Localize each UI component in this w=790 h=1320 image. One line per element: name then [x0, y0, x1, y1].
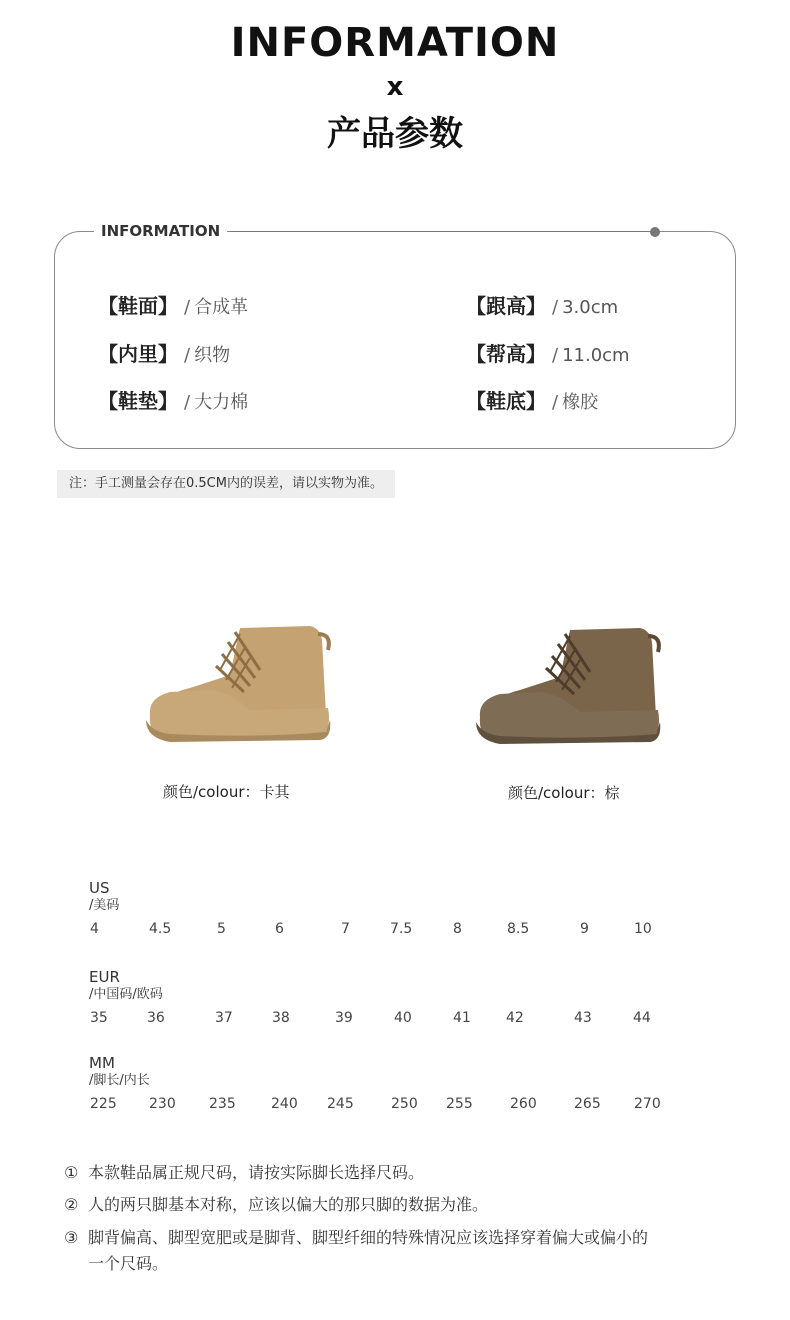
size-value-cell: 250: [391, 1096, 418, 1112]
size-value-cell: 8.5: [507, 921, 530, 937]
info-divider-line: [230, 231, 654, 232]
tip-number: ①: [64, 1163, 79, 1182]
spec-value: 橡胶: [562, 392, 599, 413]
size-value-cell: 39: [335, 1010, 353, 1026]
size-head-title: US: [89, 879, 110, 897]
spec-lining: [98, 338, 230, 367]
size-value-cell: 37: [215, 1010, 233, 1026]
tip-text: 脚背偏高、脚型宽肥或是脚背、脚型纤细的特殊情况应该选择穿着偏大或偏小的: [88, 1228, 649, 1247]
size-value-cell: 240: [271, 1096, 298, 1112]
spec-outsole: [466, 385, 598, 414]
page-title-en: INFORMATION: [230, 20, 560, 66]
size-value-cell: 255: [446, 1096, 473, 1112]
size-value-cell: 5: [217, 921, 226, 937]
tip-text-continued: 一个尺码。: [88, 1254, 169, 1273]
colour-label-brown: 颜色/colour：棕: [508, 784, 620, 802]
size-value-cell: 40: [394, 1010, 412, 1026]
size-value-cell: 10: [634, 921, 652, 937]
spec-separator: /: [184, 392, 191, 413]
size-value-cell: 44: [633, 1010, 651, 1026]
spec-value: 11.0cm: [562, 345, 630, 366]
size-value-cell: 260: [510, 1096, 537, 1112]
spec-key: 【鞋面】: [98, 294, 178, 318]
tip-item: [64, 1192, 488, 1218]
tip-item: [64, 1160, 424, 1186]
size-value-cell: 225: [90, 1096, 117, 1112]
tip-text: 本款鞋品属正规尺码，请按实际脚长选择尺码。: [88, 1163, 425, 1182]
page-title-cn: 产品参数: [327, 114, 463, 154]
size-value-cell: 36: [147, 1010, 165, 1026]
size-value-cell: 41: [453, 1010, 471, 1026]
spec-value: 合成革: [194, 297, 249, 318]
size-value-cell: 245: [327, 1096, 354, 1112]
tip-number: ②: [64, 1195, 79, 1214]
brown-boot-image: [470, 622, 670, 752]
size-value-cell: 7: [341, 921, 350, 937]
size-value-cell: 270: [634, 1096, 661, 1112]
spec-shaft-height: [466, 338, 630, 367]
size-value-cell: 38: [272, 1010, 290, 1026]
size-value-cell: 230: [149, 1096, 176, 1112]
info-divider-dot: [650, 227, 660, 237]
size-value-cell: 235: [209, 1096, 236, 1112]
size-value-cell: 42: [506, 1010, 524, 1026]
spec-key: 【帮高】: [466, 342, 546, 366]
size-head-title: MM: [89, 1054, 115, 1072]
size-head-us: [89, 879, 119, 915]
title-x-mark: x: [386, 72, 404, 102]
spec-separator: /: [552, 345, 559, 366]
size-head-eur: [89, 968, 163, 1004]
size-head-subtitle: /美码: [89, 898, 120, 913]
size-value-cell: 4.5: [149, 921, 172, 937]
spec-separator: /: [552, 392, 559, 413]
spec-separator: /: [184, 297, 191, 318]
size-value-cell: 35: [90, 1010, 108, 1026]
size-head-title: EUR: [89, 968, 120, 986]
spec-value: 织物: [194, 345, 231, 366]
spec-separator: /: [184, 345, 191, 366]
size-value-cell: 4: [90, 921, 99, 937]
info-panel-label: INFORMATION: [94, 222, 227, 240]
spec-key: 【内里】: [98, 342, 178, 366]
tip-item: [64, 1225, 648, 1277]
size-value-cell: 43: [574, 1010, 592, 1026]
spec-upper: [98, 290, 248, 319]
spec-heel-height: [466, 290, 618, 319]
size-head-subtitle: /中国码/欧码: [89, 987, 163, 1002]
spec-insole: [98, 385, 248, 414]
spec-separator: /: [552, 297, 559, 318]
size-value-cell: 9: [580, 921, 589, 937]
colour-label-khaki: 颜色/colour：卡其: [163, 783, 290, 801]
spec-value: 大力棉: [194, 392, 249, 413]
measurement-note: 注：手工测量会存在0.5CM内的误差，请以实物为准。: [57, 470, 395, 498]
spec-key: 【鞋底】: [466, 389, 546, 413]
size-value-cell: 7.5: [390, 921, 413, 937]
spec-key: 【跟高】: [466, 294, 546, 318]
spec-key: 【鞋垫】: [98, 389, 178, 413]
size-head-subtitle: /脚长/内长: [89, 1073, 150, 1088]
spec-value: 3.0cm: [562, 297, 619, 318]
tip-text: 人的两只脚基本对称，应该以偏大的那只脚的数据为准。: [88, 1195, 489, 1214]
size-value-cell: 265: [574, 1096, 601, 1112]
size-value-cell: 6: [275, 921, 284, 937]
size-value-cell: 8: [453, 921, 462, 937]
size-head-mm: [89, 1054, 150, 1090]
khaki-boot-image: [140, 620, 340, 750]
tip-number: ③: [64, 1228, 79, 1247]
